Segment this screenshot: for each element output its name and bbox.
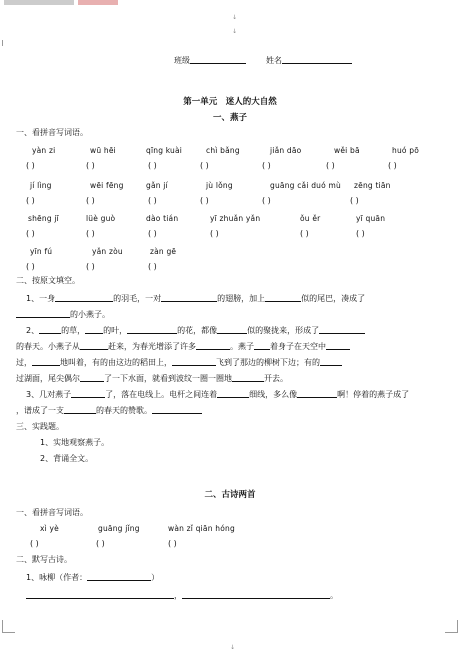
header-bar: [4, 0, 74, 5]
answer-bracket[interactable]: ( ): [26, 196, 35, 205]
answer-bracket[interactable]: ( ): [148, 262, 157, 271]
fill-para-1-line1: 1、一身 的羽毛，一对 的翅膀，加上 似的尾巴，凑成了: [26, 294, 366, 303]
pinyin-word: qīng kuài: [146, 146, 183, 155]
crop-mark: [2, 620, 15, 633]
answer-bracket[interactable]: ( ): [200, 196, 209, 205]
pinyin-word: wēi fēng: [90, 181, 124, 190]
fill-para-2-line1: 2、 的草， 的叶， 的花，都像 似的聚拢来，形成了: [26, 325, 365, 336]
fill-para-3-line1: 3、几对燕子 了，落在电线上。电杆之间连着 细线，多么像 啊！停着的燕子成了: [26, 390, 410, 399]
answer-bracket[interactable]: ( ): [26, 262, 35, 271]
paragraph-mark: ↓: [232, 28, 238, 35]
practice-item-1: 1、实地观察燕子。: [40, 438, 110, 447]
crop-mark: [2, 40, 7, 46]
answer-bracket[interactable]: ( ): [262, 161, 271, 170]
pinyin-word: shēng jī: [28, 214, 59, 223]
pinyin-word: wàn zǐ qiān hóng: [168, 524, 235, 533]
answer-bracket[interactable]: ( ): [26, 229, 35, 238]
practice-item-2: 2、背诵全文。: [40, 454, 94, 463]
pinyin-word: yīn fú: [30, 247, 53, 256]
pinyin-word: chì bǎng: [206, 146, 240, 155]
pinyin-word: wū hēi: [90, 146, 116, 155]
pinyin-word: lüè guò: [86, 214, 116, 223]
pinyin-word: zàn gē: [150, 247, 177, 256]
answer-bracket[interactable]: ( ): [350, 196, 359, 205]
answer-bracket[interactable]: ( ): [210, 229, 219, 238]
header-bar-accent: [78, 0, 118, 5]
pinyin-word: zēng tiān: [354, 181, 391, 190]
pinyin-word: jí lìng: [30, 181, 52, 190]
answer-bracket[interactable]: ( ): [26, 161, 35, 170]
fill-para-2-line3: 过， 地叫着，有的由这边的稻田上， 飞到了那边的柳树下边；有的: [16, 357, 342, 368]
pinyin-word: yī quān: [356, 214, 386, 223]
fill-para-2-line4: 过湖面，尾尖偶尔 了一下水面，就看到波纹一圈一圈地 开去。: [16, 374, 288, 383]
section5-heading: 二、默写古诗。: [16, 555, 72, 564]
class-field: [174, 55, 246, 66]
answer-bracket[interactable]: ( ): [86, 196, 95, 205]
answer-bracket[interactable]: ( ): [262, 196, 271, 205]
poem-line-1: 1、咏柳（作者： ）: [26, 573, 160, 582]
name-label: 姓名: [266, 56, 282, 65]
fill-para-3-line2: ，谱成了一支 的春天的赞歌。: [16, 405, 202, 416]
pinyin-word: ǒu ěr: [300, 214, 321, 223]
section4-heading: 一、看拼音写词语。: [16, 508, 88, 517]
section1-heading: 一、看拼音写词语。: [16, 128, 88, 137]
answer-bracket[interactable]: ( ): [148, 161, 157, 170]
answer-bracket[interactable]: ( ): [96, 539, 105, 548]
paragraph-mark: ↓: [232, 14, 238, 21]
unit-title: 第一单元 迷人的大自然: [183, 97, 277, 107]
name-blank[interactable]: [282, 55, 352, 64]
answer-bracket[interactable]: ( ): [388, 161, 397, 170]
fill-para-2-line2: 的春天。小燕子从 赶来，为春光增添了许多 。燕子 着身子在天空中: [16, 341, 350, 352]
answer-bracket[interactable]: ( ): [300, 229, 309, 238]
pinyin-word: yǎn zòu: [92, 247, 123, 256]
pinyin-word: jiǎn dāo: [270, 146, 302, 155]
pinyin-word: wěi bā: [334, 146, 360, 155]
name-field: [266, 55, 352, 66]
crop-mark: [445, 620, 458, 633]
answer-bracket[interactable]: ( ): [356, 229, 365, 238]
pinyin-word: guāng jǐng: [98, 524, 140, 533]
pinyin-word: yàn zi: [32, 146, 56, 155]
answer-bracket[interactable]: ( ): [200, 161, 209, 170]
pinyin-word: dào tián: [146, 214, 179, 223]
answer-bracket[interactable]: ( ): [326, 161, 335, 170]
answer-bracket[interactable]: ( ): [148, 229, 157, 238]
class-label: 班级: [174, 56, 190, 65]
lesson1-title: 一、燕子: [212, 113, 247, 123]
pinyin-word: yī zhuǎn yǎn: [210, 214, 261, 223]
section2-heading: 二、按原文填空。: [16, 276, 80, 285]
answer-bracket[interactable]: ( ): [168, 539, 177, 548]
class-blank[interactable]: [190, 55, 246, 64]
poem-answer-line: ， 。: [26, 590, 338, 601]
answer-bracket[interactable]: ( ): [86, 161, 95, 170]
answer-bracket[interactable]: ( ): [30, 539, 39, 548]
fill-para-1-line2: 的小燕子。: [16, 309, 110, 320]
answer-bracket[interactable]: ( ): [86, 229, 95, 238]
section3-heading: 三、实践题。: [16, 422, 64, 431]
answer-bracket[interactable]: ( ): [86, 262, 95, 271]
pinyin-word: guāng cǎi duó mù: [270, 181, 341, 190]
pinyin-word: huó pō: [392, 146, 420, 155]
pinyin-word: xì yè: [40, 524, 59, 533]
pinyin-word: gǎn jí: [146, 181, 168, 190]
answer-bracket[interactable]: ( ): [148, 196, 157, 205]
lesson2-title: 二、古诗两首: [204, 490, 256, 500]
pinyin-word: jù lǒng: [206, 181, 233, 190]
paragraph-mark: ↓: [230, 644, 236, 651]
